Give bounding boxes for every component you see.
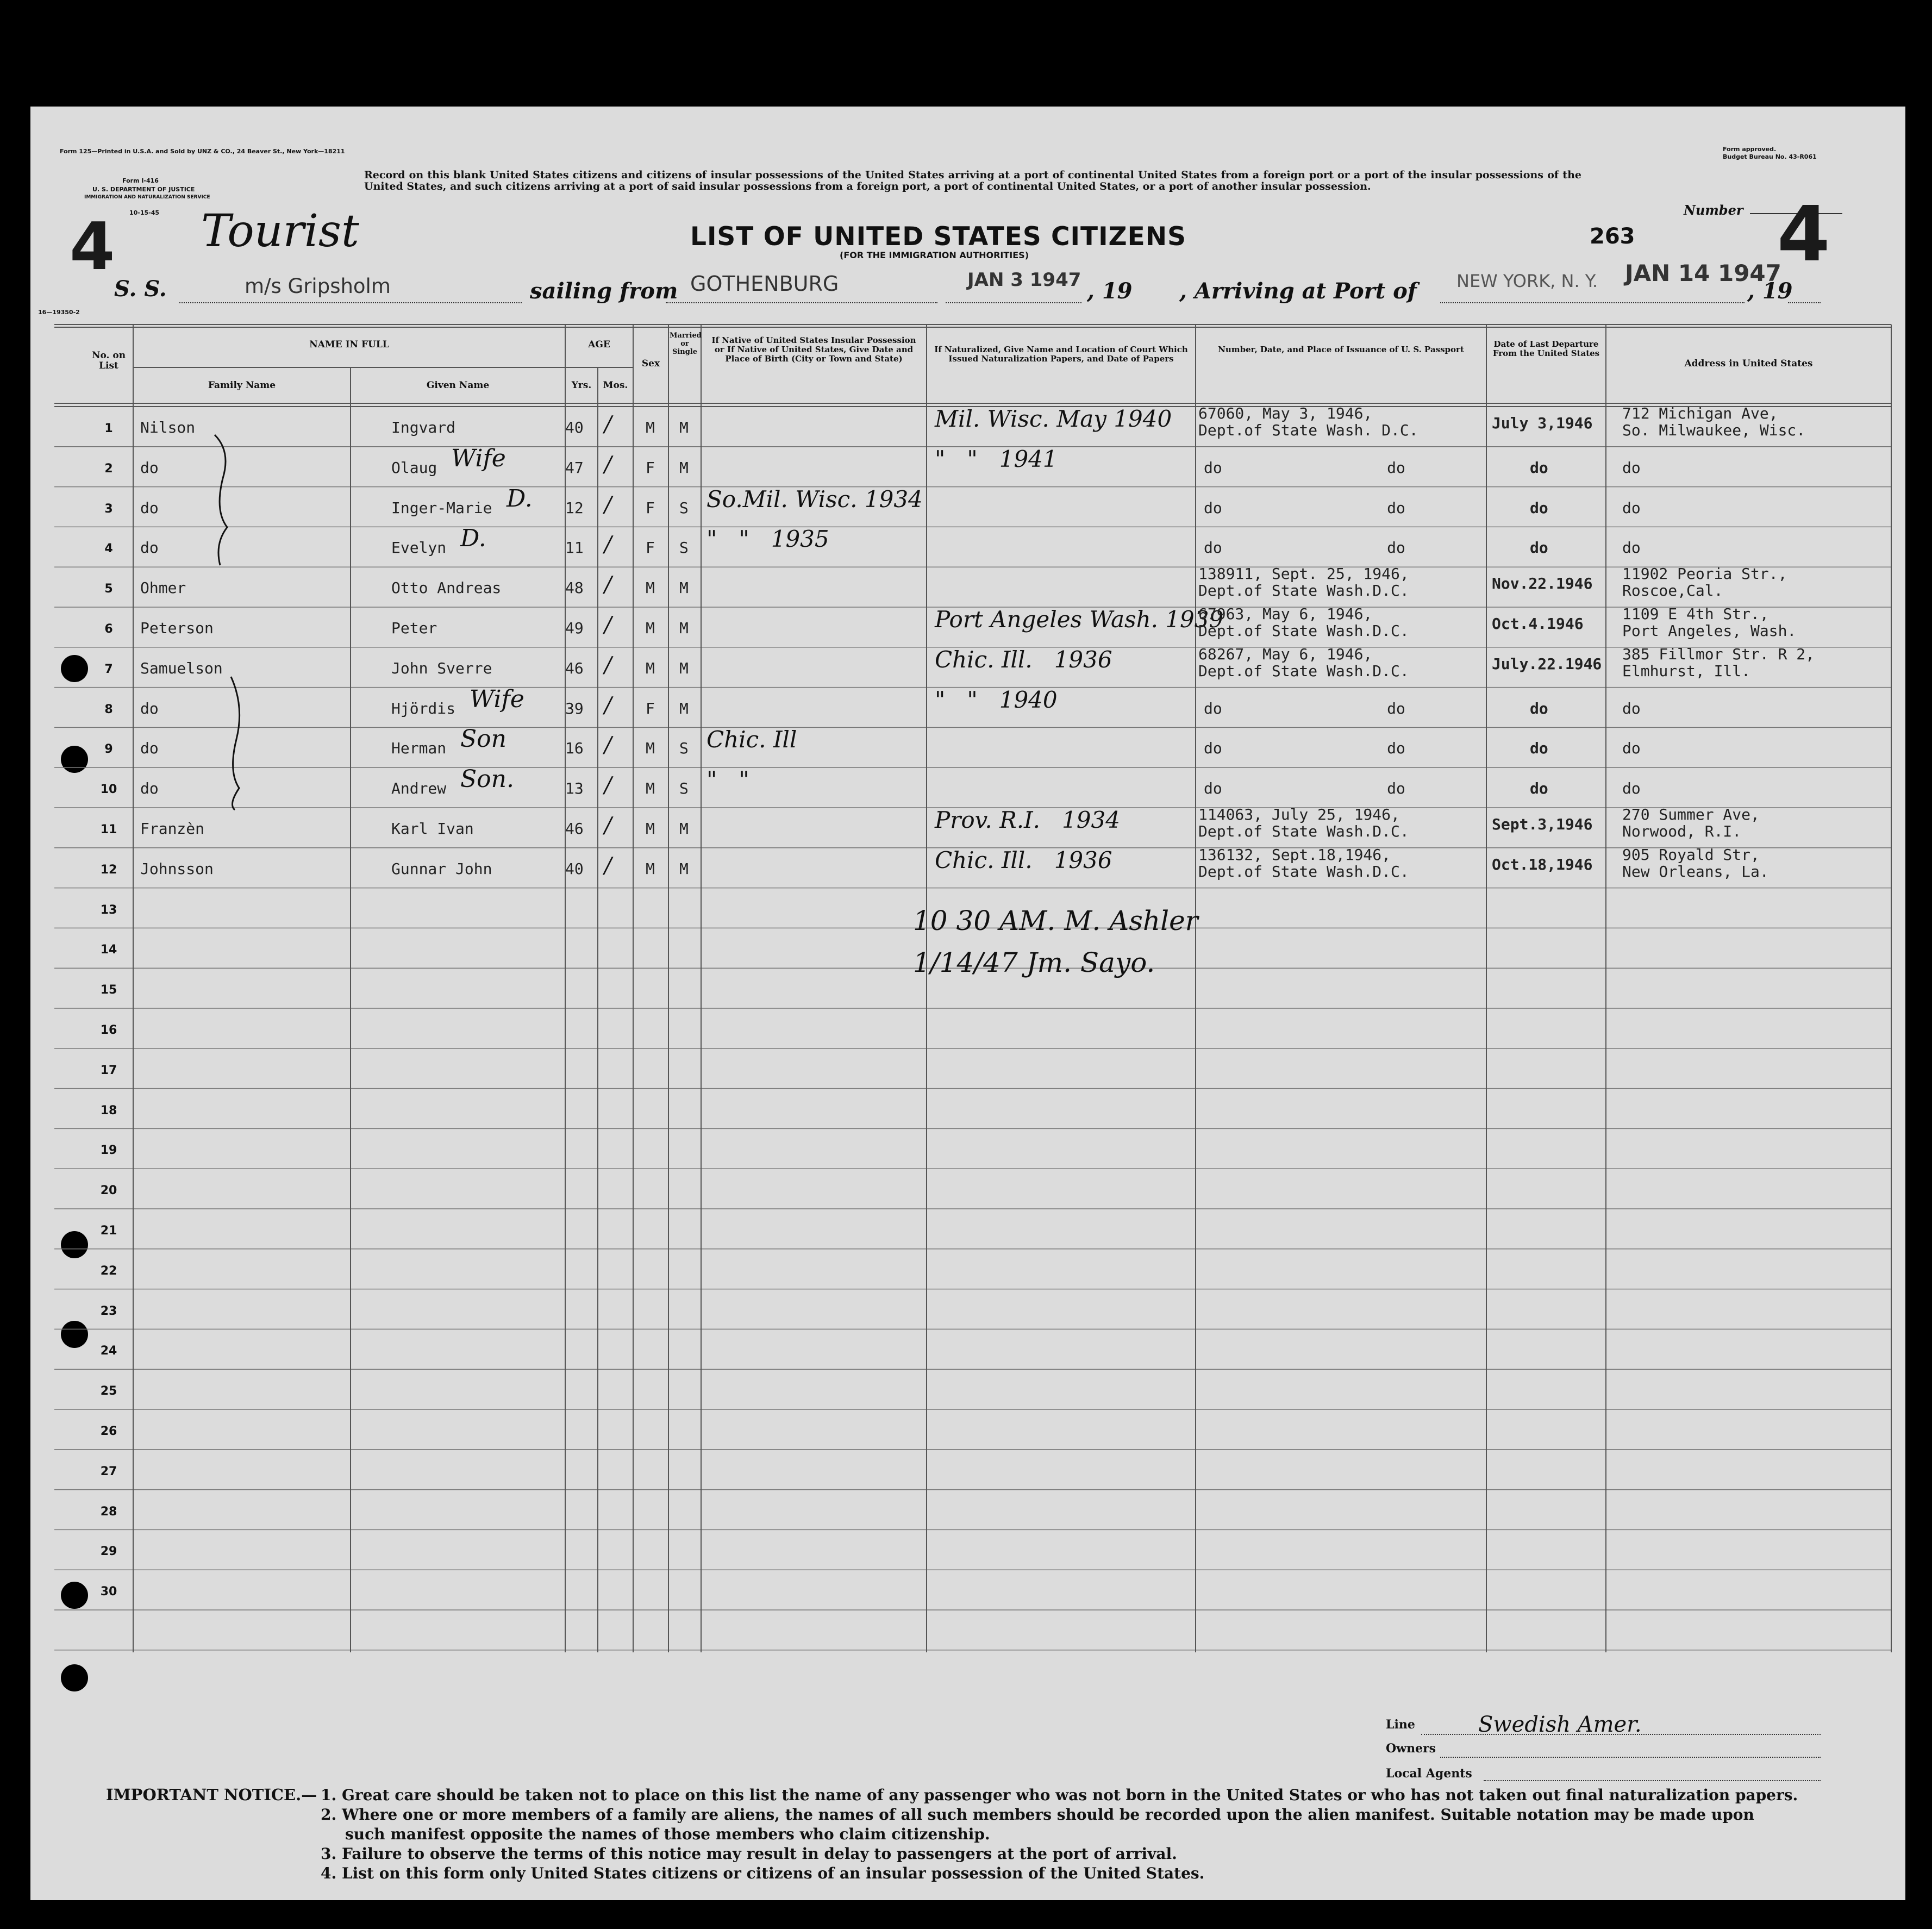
- given-name-cell: Evelyn: [391, 539, 447, 557]
- address-line-2: Roscoe,Cal.: [1622, 582, 1723, 600]
- col-header-naturalized: If Naturalized, Give Name and Location of Court Which Issued Naturalization Papers, and Date of Papers: [934, 345, 1188, 364]
- address-line-1: 905 Royald Str,: [1622, 845, 1760, 864]
- address-line-2: Port Angeles, Wash.: [1622, 622, 1797, 640]
- row-number: 26: [100, 1425, 117, 1438]
- marital-cell: M: [679, 579, 689, 597]
- address-line-2: Norwood, R.I.: [1622, 822, 1742, 840]
- left-margin-code: 16—19350-2: [38, 309, 80, 316]
- naturalization-cell: " " 1941: [935, 445, 1058, 472]
- age-years-cell: 46: [565, 659, 584, 677]
- agents-label: Local Agents: [1386, 1766, 1472, 1781]
- family-name-cell: Franzèn: [140, 820, 205, 838]
- sex-cell: F: [646, 498, 655, 517]
- row-number: 25: [100, 1384, 117, 1399]
- row-number: 28: [100, 1505, 117, 1519]
- given-name-cell: Hjördis: [391, 699, 456, 717]
- birth-place-cell: So.Mil. Wisc. 1934: [706, 485, 923, 513]
- address-line-1: 712 Michigan Ave,: [1622, 404, 1778, 422]
- big-number-left: 4: [70, 209, 115, 285]
- row-number: 30: [100, 1585, 117, 1599]
- row-number: 23: [100, 1304, 117, 1318]
- age-months-cell: /: [604, 853, 612, 878]
- departure-cell: Sept.3,1946: [1492, 815, 1593, 833]
- departure-cell: July 3,1946: [1492, 414, 1593, 432]
- arriving-label: , Arriving at Port of: [1179, 278, 1417, 304]
- sex-cell: M: [646, 619, 655, 637]
- row-number: 17: [100, 1063, 117, 1077]
- notice-2b: such manifest opposite the names of those members who claim citizenship.: [345, 1825, 990, 1843]
- row-number: 8: [104, 702, 113, 716]
- arrival-port: NEW YORK, N. Y.: [1456, 271, 1598, 291]
- row-number: 7: [104, 662, 113, 676]
- given-name-cell: Herman: [391, 739, 447, 758]
- col-header-departure: Date of Last Departure From the United States: [1492, 339, 1600, 358]
- arrival-date: JAN 14 1947: [1625, 260, 1781, 286]
- marital-cell: M: [679, 699, 689, 717]
- address-line-2: So. Milwaukee, Wisc.: [1622, 421, 1806, 439]
- relationship-note: Wife: [451, 444, 506, 472]
- col-header-married-single: Married or Single: [670, 332, 702, 356]
- row-number: 12: [100, 863, 117, 877]
- row-number: 4: [104, 542, 113, 556]
- passport-line-2: Dept.of State Wash. D.C.: [1198, 421, 1418, 439]
- family-name-cell: do: [140, 699, 159, 717]
- col-header-native: If Native of United States Insular Possession or If Native of United States, Give Date and Place of Birth (City or Town and State): [711, 335, 916, 364]
- class-note: Tourist: [201, 205, 359, 257]
- row-number: 10: [100, 783, 117, 797]
- row-number: 15: [100, 983, 117, 997]
- row-number: 11: [100, 823, 117, 836]
- depart-date: JAN 3 1947: [967, 269, 1081, 291]
- departure-cell: do: [1530, 699, 1548, 717]
- family-name-cell: do: [140, 779, 159, 798]
- family-name-cell: Samuelson: [140, 659, 223, 677]
- number-label: Number: [1684, 202, 1743, 218]
- passport-line-2: Dept.of State Wash.D.C.: [1198, 622, 1409, 640]
- age-months-cell: /: [604, 452, 612, 477]
- departure-cell: do: [1530, 539, 1548, 557]
- family-name-cell: do: [140, 458, 159, 477]
- departure-cell: do: [1530, 458, 1548, 477]
- col-header-sex: Sex: [641, 358, 660, 369]
- printer-line: Form 125—Printed in U.S.A. and Sold by UNZ & CO., 24 Beaver St., New York—18211: [60, 148, 345, 155]
- inspector-note-2: 1/14/47 Jm. Sayo.: [913, 947, 1155, 978]
- row-number: 13: [100, 903, 117, 917]
- passport-line-1: 67060, May 3, 1946,: [1198, 404, 1373, 422]
- age-years-cell: 40: [565, 859, 584, 878]
- row-number: 6: [104, 622, 113, 636]
- address-line-1: 385 Fillmor Str. R 2,: [1622, 645, 1815, 663]
- family-name-cell: Nilson: [140, 419, 196, 436]
- sex-cell: M: [646, 779, 655, 798]
- address-cell: do: [1622, 779, 1641, 798]
- sex-cell: M: [646, 659, 655, 677]
- age-months-cell: /: [604, 652, 612, 678]
- row-number: 16: [100, 1023, 117, 1037]
- row-number: 22: [100, 1264, 117, 1278]
- row-number: 14: [100, 943, 117, 957]
- marital-cell: M: [679, 419, 689, 436]
- given-name-cell: John Sverre: [391, 659, 492, 677]
- birth-place-cell: " ": [706, 766, 749, 794]
- age-months-cell: /: [604, 412, 612, 437]
- row-number: 29: [100, 1545, 117, 1559]
- notice-body: [321, 1786, 1842, 1883]
- instructions: Record on this blank United States citizens and citizens of insular possessions of the United States arriving at a port of continental United States from a foreign port or a port of the insular possessions of the United States, and such citizens arriving at a port of said insular possessions from a foreign port, a port of continental United States, or a port of another insular possession.: [364, 169, 1581, 192]
- department: U. S. DEPARTMENT OF JUSTICE: [92, 186, 195, 193]
- relationship-note: Son.: [460, 765, 514, 794]
- relationship-note: Son: [460, 725, 507, 753]
- notice-2a: 2. Where one or more members of a family are aliens, the names of all such members should be recorded upon the alien manifest. Suitable notation may be made upon: [321, 1806, 1754, 1824]
- passport-line-1: 136132, Sept.18,1946,: [1198, 845, 1391, 864]
- sex-cell: F: [646, 699, 655, 717]
- given-name-cell: Otto Andreas: [391, 579, 502, 597]
- address-cell: do: [1622, 498, 1641, 517]
- address-line-1: 1109 E 4th Str.,: [1622, 605, 1769, 623]
- passport-line-2: Dept.of State Wash.D.C.: [1198, 661, 1409, 680]
- notice-4: 4. List on this form only United States citizens or citizens of an insular possession of the United States.: [321, 1864, 1205, 1882]
- page-title: LIST OF UNITED STATES CITIZENS: [690, 222, 1186, 252]
- service: IMMIGRATION AND NATURALIZATION SERVICE: [84, 195, 210, 200]
- marital-cell: M: [679, 619, 689, 637]
- row-number: 3: [104, 502, 113, 516]
- col-header-given-name: Given Name: [426, 380, 490, 391]
- departure-cell: do: [1530, 779, 1548, 798]
- address-line-1: 270 Summer Ave,: [1622, 806, 1760, 823]
- year-prefix-1: , 19: [1087, 278, 1133, 304]
- col-header-address: Address in United States: [1684, 358, 1813, 369]
- departure-cell: Oct.4.1946: [1492, 615, 1584, 633]
- col-header-passport: Number, Date, and Place of Issuance of U. S. Passport: [1218, 345, 1464, 354]
- relationship-note: D.: [507, 484, 533, 513]
- naturalization-cell: Mil. Wisc. May 1940: [935, 405, 1172, 432]
- col-header-name-in-full: NAME IN FULL: [309, 339, 389, 350]
- age-months-cell: /: [604, 492, 612, 517]
- passport-line-1: 68267, May 6, 1946,: [1198, 645, 1373, 663]
- row-number: 20: [100, 1184, 117, 1198]
- notice-title: IMPORTANT NOTICE.—: [106, 1786, 317, 1804]
- passport-line-2: Dept.of State Wash.D.C.: [1198, 582, 1409, 600]
- marital-cell: M: [679, 458, 689, 477]
- row-number: 5: [104, 582, 113, 596]
- year-prefix-2: , 19: [1747, 278, 1793, 304]
- departure-cell: Oct.18,1946: [1492, 855, 1593, 873]
- passport-line-2: Dept.of State Wash.D.C.: [1198, 862, 1409, 881]
- age-months-cell: /: [604, 733, 612, 758]
- family-name-cell: Ohmer: [140, 579, 186, 597]
- given-name-cell: Gunnar John: [391, 859, 492, 878]
- marital-cell: M: [679, 659, 689, 677]
- passport-cell: do do: [1204, 458, 1405, 477]
- departure-cell: do: [1530, 498, 1548, 517]
- age-months-cell: /: [604, 532, 612, 558]
- age-years-cell: 40: [565, 419, 584, 436]
- relationship-note: Wife: [470, 685, 524, 713]
- given-name-cell: Peter: [391, 619, 437, 637]
- address-cell: do: [1622, 739, 1641, 758]
- page-subtitle: (FOR THE IMMIGRATION AUTHORITIES): [840, 250, 1029, 260]
- age-months-cell: /: [604, 773, 612, 798]
- line-label: Line: [1386, 1718, 1415, 1732]
- marital-cell: S: [679, 739, 689, 758]
- naturalization-cell: Prov. R.I. 1934: [935, 807, 1120, 833]
- passport-line-1: 67963, May 6, 1946,: [1198, 605, 1373, 623]
- sex-cell: M: [646, 579, 655, 597]
- relationship-note: D.: [460, 525, 486, 553]
- family-name-cell: do: [140, 539, 159, 557]
- notice-3: 3. Failure to observe the terms of this notice may result in delay to passengers at the port of arrival.: [321, 1845, 1177, 1863]
- naturalization-cell: Port Angeles Wash. 1939: [935, 606, 1224, 633]
- form-number: Form I-416: [122, 177, 159, 184]
- sex-cell: M: [646, 419, 655, 436]
- marital-cell: S: [679, 498, 689, 517]
- birth-place-cell: " " 1935: [706, 526, 829, 553]
- address-cell: do: [1622, 539, 1641, 557]
- col-header-yrs: Yrs.: [571, 380, 592, 391]
- col-header-no: No. on List: [91, 350, 126, 371]
- col-header-age: AGE: [588, 339, 610, 350]
- age-years-cell: 46: [565, 820, 584, 838]
- age-months-cell: /: [604, 572, 612, 598]
- address-line-1: 11902 Peoria Str.,: [1622, 565, 1787, 583]
- given-name-cell: Ingvard: [391, 419, 456, 436]
- age-years-cell: 11: [565, 539, 584, 557]
- row-number: 9: [104, 742, 113, 757]
- passport-line-2: Dept.of State Wash.D.C.: [1198, 822, 1409, 840]
- address-line-2: New Orleans, La.: [1622, 862, 1769, 881]
- age-years-cell: 39: [565, 699, 584, 717]
- row-number: 21: [100, 1224, 117, 1238]
- given-name-cell: Andrew: [391, 779, 447, 798]
- address-cell: do: [1622, 699, 1641, 717]
- big-number-right: 4: [1777, 190, 1830, 279]
- row-number: 2: [104, 461, 113, 476]
- naturalization-cell: Chic. Ill. 1936: [935, 846, 1112, 873]
- age-months-cell: /: [604, 613, 612, 638]
- sailing-label: sailing from: [530, 278, 678, 304]
- given-name-cell: Karl Ivan: [391, 820, 474, 838]
- birth-place-cell: Chic. Ill: [706, 726, 797, 753]
- col-header-family-name: Family Name: [208, 380, 276, 391]
- family-name-cell: Johnsson: [140, 859, 214, 878]
- sex-cell: F: [646, 458, 655, 477]
- age-years-cell: 48: [565, 579, 584, 597]
- age-years-cell: 47: [565, 458, 584, 477]
- departure-cell: do: [1530, 739, 1548, 758]
- passport-line-1: 138911, Sept. 25, 1946,: [1198, 565, 1409, 583]
- ss-label: S. S.: [114, 276, 167, 302]
- passport-cell: do do: [1204, 539, 1405, 557]
- inspector-note-1: 10 30 AM. M. Ashler: [913, 905, 1198, 937]
- age-years-cell: 49: [565, 619, 584, 637]
- marital-cell: M: [679, 859, 689, 878]
- age-months-cell: /: [604, 813, 612, 838]
- departure-cell: July.22.1946: [1492, 654, 1602, 673]
- marital-cell: S: [679, 539, 689, 557]
- family-name-cell: do: [140, 498, 159, 517]
- list-number: 263: [1590, 224, 1635, 249]
- row-number: 18: [100, 1103, 117, 1118]
- row-number: 1: [104, 422, 113, 435]
- marital-cell: S: [679, 779, 689, 798]
- passport-cell: do do: [1204, 699, 1405, 717]
- col-header-mos: Mos.: [603, 380, 628, 391]
- passport-cell: do do: [1204, 498, 1405, 517]
- age-years-cell: 12: [565, 498, 584, 517]
- row-number: 24: [100, 1344, 117, 1358]
- owners-label: Owners: [1386, 1741, 1436, 1756]
- naturalization-cell: Chic. Ill. 1936: [935, 646, 1112, 673]
- age-months-cell: /: [604, 692, 612, 718]
- from-port: GOTHENBURG: [690, 272, 839, 296]
- row-number: 27: [100, 1464, 117, 1478]
- form-date: 10-15-45: [129, 209, 160, 216]
- family-name-cell: Peterson: [140, 619, 214, 637]
- age-years-cell: 16: [565, 739, 584, 758]
- age-years-cell: 13: [565, 779, 584, 798]
- passport-line-1: 114063, July 25, 1946,: [1198, 806, 1400, 823]
- approval: Form approved.: [1723, 146, 1777, 153]
- sex-cell: M: [646, 859, 655, 878]
- family-name-cell: do: [140, 739, 159, 758]
- line-value: Swedish Amer.: [1478, 1712, 1642, 1737]
- notice-1: 1. Great care should be taken not to place on this list the name of any passenger who was not born in the United States or who has not taken out final naturalization papers.: [321, 1786, 1798, 1804]
- sex-cell: M: [646, 739, 655, 758]
- ship-name: m/s Gripsholm: [245, 274, 391, 298]
- given-name-cell: Olaug: [391, 458, 437, 477]
- given-name-cell: Inger-Marie: [391, 498, 492, 517]
- passport-cell: do do: [1204, 739, 1405, 758]
- sex-cell: M: [646, 820, 655, 838]
- address-cell: do: [1622, 458, 1641, 477]
- row-number: 19: [100, 1144, 117, 1158]
- address-line-2: Elmhurst, Ill.: [1622, 661, 1751, 680]
- marital-cell: M: [679, 820, 689, 838]
- budget-bureau: Budget Bureau No. 43-R061: [1723, 153, 1817, 160]
- sex-cell: F: [646, 539, 655, 557]
- passport-cell: do do: [1204, 779, 1405, 798]
- naturalization-cell: " " 1940: [935, 686, 1058, 713]
- departure-cell: Nov.22.1946: [1492, 575, 1593, 593]
